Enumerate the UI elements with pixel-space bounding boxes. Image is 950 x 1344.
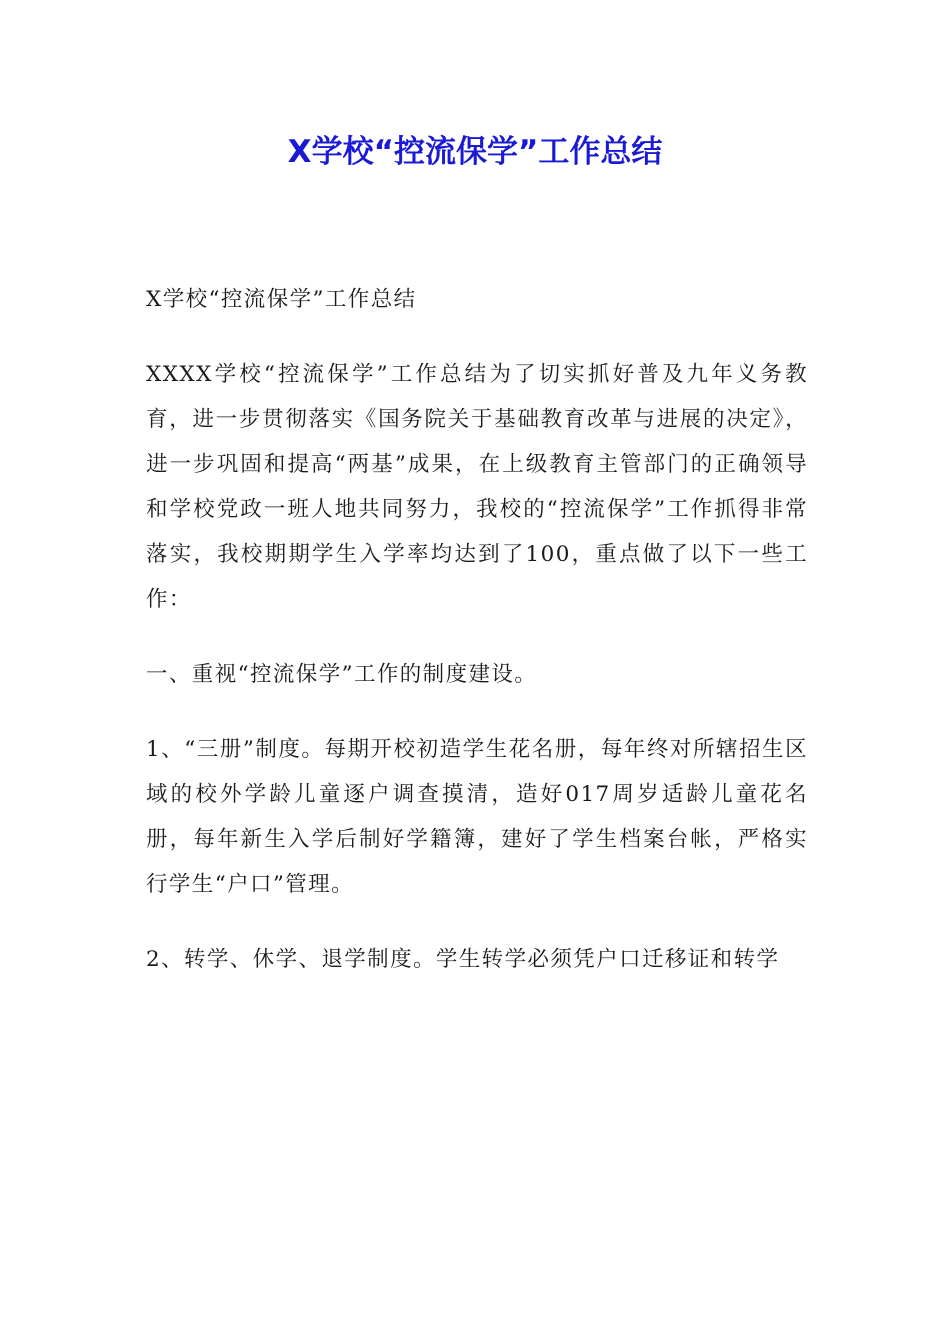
paragraph-heading: X学校“控流保学”工作总结 (146, 287, 417, 312)
paragraph-section-one: 一、重视“控流保学”工作的制度建设。 (146, 662, 538, 687)
paragraph-intro: XXXX学校“控流保学”工作总结为了切实抓好普及九年义务教育，进一步贯彻落实《国务院关于基础教育改革与进展的决定》，进一步巩固和提高“两基”成果，在上级教育主管部门的正确领导和学校党政一班人地共同努力，我校的“控流保学”工作抓得非常落实，我校期期学生入学率均达到了100，重点做了以下一些工作： (146, 362, 808, 612)
paragraph-item-one: 1、“三册”制度。每期开校初造学生花名册，每年终对所辖招生区域的校外学龄儿童逐户调查摸清，造好017周岁适龄儿童花名册，每年新生入学后制好学籍簿，建好了学生档案台帐，严格实行学生“户口”管理。 (146, 737, 808, 897)
document-title: X学校“控流保学”工作总结 (287, 134, 663, 170)
paragraph-item-two: 2、转学、休学、退学制度。学生转学必须凭户口迁移证和转学 (146, 947, 780, 972)
document-body (146, 262, 808, 997)
